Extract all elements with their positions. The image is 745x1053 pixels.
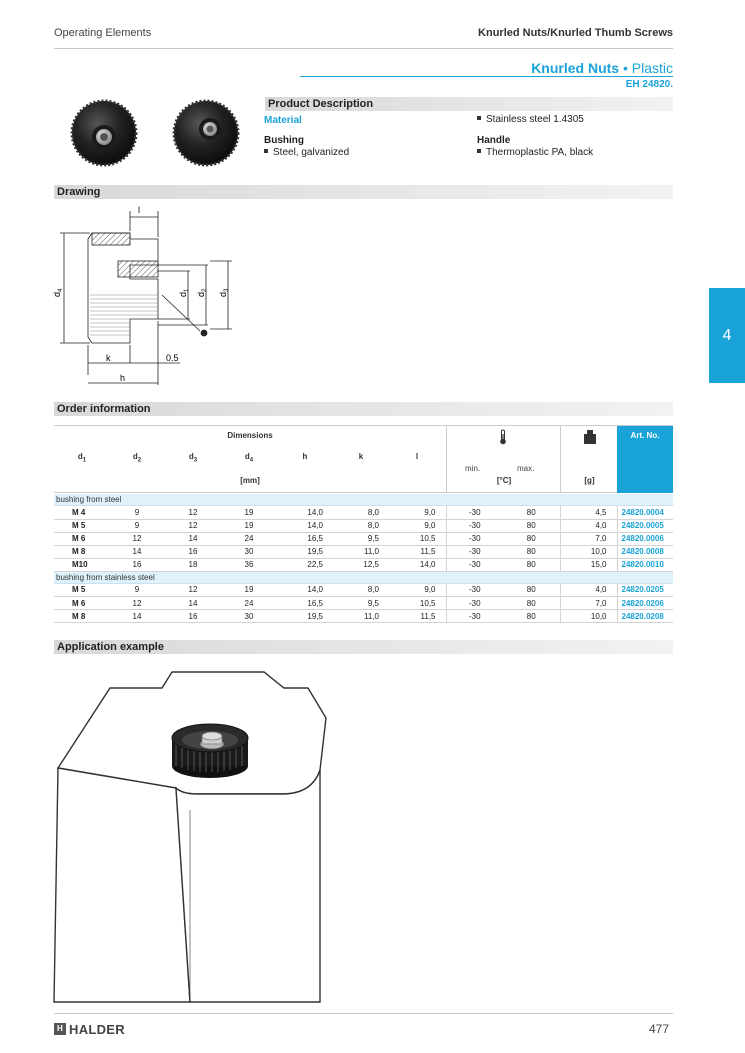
table-cell: -30 <box>446 545 503 558</box>
table-cell: -30 <box>446 519 503 532</box>
table-cell: 19,5 <box>277 610 333 623</box>
table-cell: 80 <box>503 545 560 558</box>
table-cell: 80 <box>503 519 560 532</box>
table-cell: 16 <box>165 545 221 558</box>
table-row <box>54 506 673 519</box>
dim-label-k: k <box>106 353 111 363</box>
handle-value: Thermoplastic PA, black <box>477 147 593 158</box>
table-cell: -30 <box>446 558 503 571</box>
table-cell: 80 <box>503 532 560 545</box>
article-number-link[interactable]: 24820.0005 <box>617 519 673 532</box>
table-row <box>54 610 673 623</box>
header-divider <box>54 48 673 49</box>
order-table <box>54 506 673 572</box>
art-no-heading: Art. No. <box>630 431 660 440</box>
table-cell: 9,0 <box>389 519 446 532</box>
temp-max-label: max. <box>517 464 535 473</box>
chapter-title: Knurled Nuts/Knurled Thumb Screws <box>478 27 673 39</box>
table-cell: 30 <box>221 610 277 623</box>
table-row <box>54 584 673 597</box>
order-table-header <box>54 425 673 493</box>
dimension-columns <box>54 452 446 466</box>
table-cell: 14 <box>165 532 221 545</box>
technical-drawing <box>50 203 250 388</box>
column-header: $d_2$ <box>132 452 142 464</box>
table-cell: M10 <box>54 558 109 571</box>
column-header: k <box>358 452 364 461</box>
chapter-tab[interactable]: 4 <box>709 288 745 383</box>
table-cell: 11,0 <box>333 545 389 558</box>
table-cell: M 8 <box>54 610 109 623</box>
product-description-heading: Product Description <box>265 97 673 111</box>
article-number-link[interactable]: 24820.0010 <box>617 558 673 571</box>
dim-label-h: h <box>120 373 126 383</box>
column-header: $d_3$ <box>188 452 198 464</box>
table-cell: 12 <box>165 519 221 532</box>
product-photo <box>60 97 250 169</box>
table-cell: 12 <box>165 506 221 519</box>
table-cell: 4,0 <box>560 519 617 532</box>
table-row <box>54 532 673 545</box>
table-cell: 14 <box>109 610 165 623</box>
handle-label: Handle <box>477 135 511 146</box>
dim-label-l: l <box>138 205 140 215</box>
table-row <box>54 558 673 571</box>
table-cell: 14 <box>165 597 221 610</box>
group-heading: bushing from stainless steel <box>54 572 673 584</box>
table-cell: 80 <box>503 506 560 519</box>
table-cell: 24 <box>221 597 277 610</box>
unit-gram: [g] <box>584 476 595 485</box>
table-cell: -30 <box>446 532 503 545</box>
table-cell: 8,0 <box>333 519 389 532</box>
table-cell: 10,5 <box>389 532 446 545</box>
table-cell: 10,0 <box>560 545 617 558</box>
knurled-nut-photo-2 <box>174 101 238 165</box>
table-cell: -30 <box>446 506 503 519</box>
dim-label-d1: $d_1$ <box>178 288 190 297</box>
material-value: Stainless steel 1.4305 <box>477 114 584 125</box>
table-cell: 4,5 <box>560 506 617 519</box>
dimensions-heading: Dimensions <box>227 431 273 440</box>
table-cell: 9,5 <box>333 532 389 545</box>
table-cell: -30 <box>446 584 503 597</box>
unit-mm: [mm] <box>240 476 260 485</box>
table-cell: 14,0 <box>277 519 333 532</box>
table-cell: 80 <box>503 597 560 610</box>
table-row <box>54 545 673 558</box>
table-cell: 12,5 <box>333 558 389 571</box>
table-cell: 12 <box>165 584 221 597</box>
table-cell: M 6 <box>54 532 109 545</box>
column-header: $d_1$ <box>77 452 87 464</box>
table-cell: 16,5 <box>277 532 333 545</box>
order-table-body <box>54 494 673 623</box>
column-header: h <box>302 452 308 461</box>
article-number-link[interactable]: 24820.0006 <box>617 532 673 545</box>
drawing-heading: Drawing <box>54 185 673 199</box>
weight-icon <box>583 429 597 445</box>
table-cell: 7,0 <box>560 597 617 610</box>
table-cell: 16 <box>109 558 165 571</box>
table-cell: 9 <box>109 584 165 597</box>
table-cell: 9,0 <box>389 506 446 519</box>
knurled-nut-photo-1 <box>72 101 136 165</box>
table-cell: 14,0 <box>277 584 333 597</box>
article-number-link[interactable]: 24820.0208 <box>617 610 673 623</box>
bushing-label: Bushing <box>264 135 304 146</box>
dim-label-gap: 0.5 <box>166 353 179 363</box>
product-title-rest: Plastic <box>631 60 673 76</box>
table-cell: 10,0 <box>560 610 617 623</box>
column-header: l <box>415 452 419 461</box>
article-number-link[interactable]: 24820.0004 <box>617 506 673 519</box>
table-cell: 12 <box>109 532 165 545</box>
table-cell: M 4 <box>54 506 109 519</box>
product-title-sep: • <box>622 60 628 76</box>
halder-logo <box>54 1022 125 1037</box>
dim-label-d3: $d_3$ <box>218 288 230 297</box>
table-cell: 9 <box>109 519 165 532</box>
table-cell: 8,0 <box>333 506 389 519</box>
table-cell: 9,5 <box>333 597 389 610</box>
table-cell: 16 <box>165 610 221 623</box>
material-label: Material <box>264 115 302 126</box>
table-row <box>54 519 673 532</box>
footer-divider <box>54 1013 673 1014</box>
order-table <box>54 584 673 624</box>
table-cell: M 5 <box>54 519 109 532</box>
section-name: Operating Elements <box>54 27 152 39</box>
table-cell: 4,0 <box>560 584 617 597</box>
table-cell: 7,0 <box>560 532 617 545</box>
table-cell: 19 <box>221 584 277 597</box>
table-cell: 10,5 <box>389 597 446 610</box>
table-cell: 9,0 <box>389 584 446 597</box>
article-number-link[interactable]: 24820.0205 <box>617 584 673 597</box>
table-cell: 9 <box>109 506 165 519</box>
table-cell: 14 <box>109 545 165 558</box>
table-cell: M 6 <box>54 597 109 610</box>
product-title <box>531 60 673 76</box>
table-cell: 80 <box>503 558 560 571</box>
application-illustration <box>50 660 340 1005</box>
title-rule <box>300 76 673 77</box>
table-cell: 36 <box>221 558 277 571</box>
thermometer-icon <box>497 429 509 445</box>
application-knurled-nut <box>172 724 248 778</box>
order-information-heading: Order information <box>54 402 673 416</box>
dim-label-d2: $d_2$ <box>196 288 208 297</box>
table-cell: 11,5 <box>389 610 446 623</box>
table-cell: -30 <box>446 610 503 623</box>
table-cell: 12 <box>109 597 165 610</box>
column-header: $d_4$ <box>244 452 254 464</box>
table-cell: 19 <box>221 519 277 532</box>
table-cell: M 8 <box>54 545 109 558</box>
table-cell: 80 <box>503 584 560 597</box>
product-code: EH 24820. <box>625 79 673 90</box>
product-title-bold: Knurled Nuts <box>531 60 620 76</box>
application-example-heading: Application example <box>54 640 673 654</box>
article-number-link[interactable]: 24820.0206 <box>617 597 673 610</box>
temp-min-label: min. <box>465 464 481 473</box>
table-cell: 8,0 <box>333 584 389 597</box>
logo-text: HALDER <box>69 1022 125 1037</box>
art-no-column <box>617 426 673 493</box>
dim-label-d4: $d_4$ <box>52 288 64 297</box>
table-cell: -30 <box>446 597 503 610</box>
table-cell: 11,0 <box>333 610 389 623</box>
page-number: 477 <box>648 1022 669 1036</box>
logo-mark: H <box>54 1023 66 1035</box>
table-cell: 14,0 <box>389 558 446 571</box>
table-cell: 16,5 <box>277 597 333 610</box>
table-cell: 19 <box>221 506 277 519</box>
table-cell: 14,0 <box>277 506 333 519</box>
temperature-column <box>446 426 560 493</box>
table-cell: 30 <box>221 545 277 558</box>
table-row <box>54 597 673 610</box>
unit-celsius: [°C] <box>496 476 512 485</box>
table-cell: 11,5 <box>389 545 446 558</box>
table-cell: 15,0 <box>560 558 617 571</box>
group-heading: bushing from steel <box>54 494 673 506</box>
table-cell: 18 <box>165 558 221 571</box>
weight-column <box>560 426 617 493</box>
bushing-value: Steel, galvanized <box>264 147 349 158</box>
table-cell: 22,5 <box>277 558 333 571</box>
table-cell: 19,5 <box>277 545 333 558</box>
table-cell: 80 <box>503 610 560 623</box>
article-number-link[interactable]: 24820.0008 <box>617 545 673 558</box>
table-cell: M 5 <box>54 584 109 597</box>
table-cell: 24 <box>221 532 277 545</box>
